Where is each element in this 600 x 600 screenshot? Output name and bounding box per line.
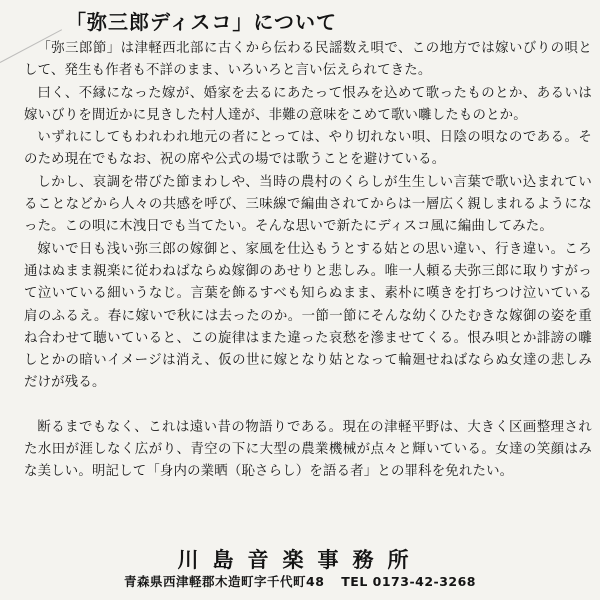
paragraph-4: しかし、哀調を帯びた節まわしや、当時の農村のくらしが生生しい言葉で歌い込まれていることなどから人々の共感を呼び、三味線で編曲されてからは一層広く親しまれるようになった。この唄に木洩日でも当てたい。そんな思いで新たにディスコ風に編曲してみた。 — [24, 174, 592, 235]
publisher-address: 青森県西津軽郡木造町字千代町48 — [124, 574, 325, 589]
body-text — [24, 38, 592, 484]
publisher-phone: TEL 0173-42-3268 — [341, 574, 476, 589]
publisher-contact — [0, 572, 600, 590]
paragraph-1: 「弥三郎節」は津軽西北部に古くから伝わる民謡数え唄で、この地方では嫁いびりの唄として、発生も作者も不詳のまま、いろいろと言い伝えられてきた。 — [24, 41, 592, 79]
paragraph-5: 嫁いで日も浅い弥三郎の嫁御と、家風を仕込もうとする姑との思い違い、行き違い。ころ通はぬまま親楽に従わねばならぬ嫁御のあせりと悲しみ。唯一人頼る夫弥三郎に取りすがって泣いている細いうなじ。言葉を飾るすべも知らぬまま、素朴に嘆きを打ちつけ泣いている肩のふるえ。春に嫁いで秋には去ったのか。一節一節にそんな幼くひたむきな嫁御の姿を重ね合わせて聴いていると、この旋律はまた違った哀愁を滲ませてくる。恨み唄とか誹謗の囃しとかの暗いイメージは消え、仮の世に嫁となり姑となって輪廻せねばならぬ女達の悲しみだけが残る。 — [24, 241, 592, 391]
page-title: 「弥三郎ディスコ」について — [66, 10, 337, 34]
paragraph-3: いずれにしてもわれわれ地元の者にとっては、やり切れない唄、日陰の唄なのである。そのため現在でもなお、祝の席や公式の場では歌うことを避けている。 — [24, 130, 592, 168]
paragraph-6: 断るまでもなく、これは遠い昔の物語りである。現在の津軽平野は、大きく区画整理された水田が涯しなく広がり、青空の下に大型の農業機械が点々と輝いている。女達の笑顔はみな美しい。明記して「身内の業晒（恥さらし）を語る者」との罪科を免れたい。 — [24, 419, 592, 480]
paragraph-2: 曰く、不縁になった嫁が、婚家を去るにあたって恨みを込めて歌ったものとか、あるいは嫁いびりを間近かに見きした村人達が、非難の意味をこめて歌い囃したものとか。 — [24, 85, 592, 123]
publisher-name: 川島音楽事務所 — [177, 548, 423, 572]
